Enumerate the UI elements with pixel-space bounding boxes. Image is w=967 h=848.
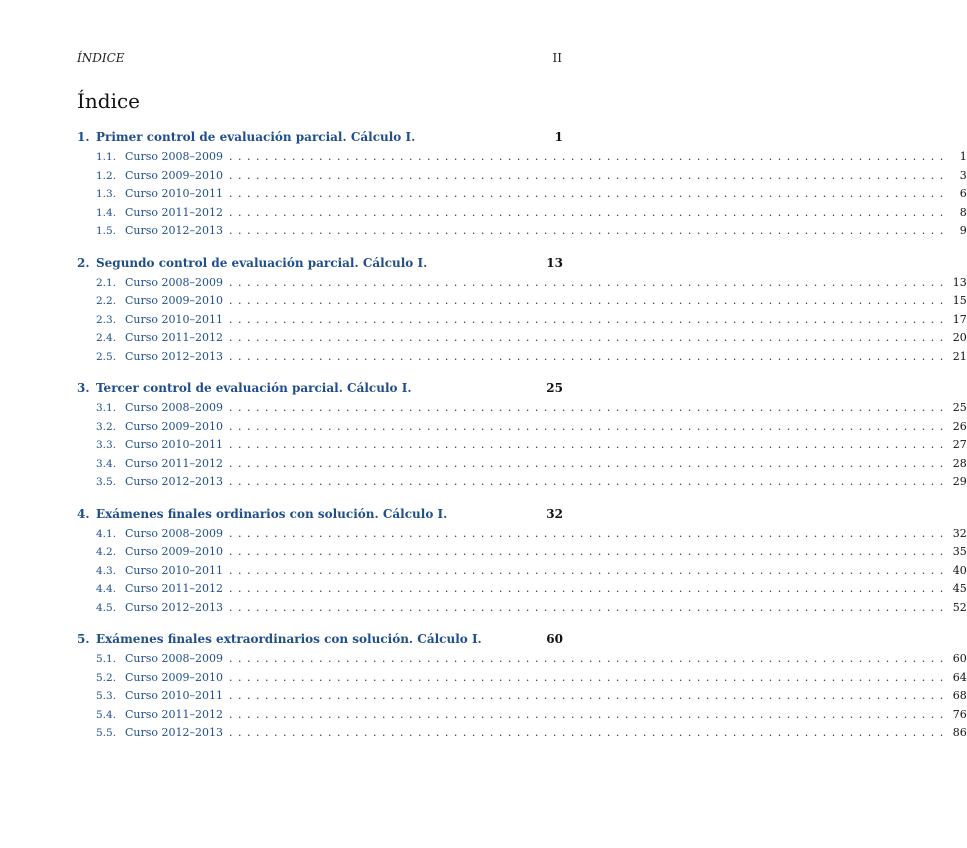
section-title: Curso 2011–2012	[125, 205, 224, 219]
section-title: Curso 2011–2012	[125, 582, 224, 595]
dot-leader: ................................................................................	[229, 652, 949, 665]
section-number: 3.4.	[96, 457, 117, 470]
dot-leader: ................................................................................	[229, 545, 949, 558]
section-title: Curso 2009–2010	[125, 168, 224, 182]
toc-section-link[interactable]	[77, 331, 967, 350]
page-title: Índice	[77, 89, 141, 113]
toc-section-link[interactable]	[77, 726, 967, 745]
chapter-page: 13	[546, 255, 563, 270]
section-title: Curso 2008–2009	[125, 652, 224, 665]
chapter-number: 3.	[77, 381, 90, 395]
toc-chapter-link[interactable]	[77, 507, 563, 524]
dot-leader: ................................................................................	[229, 456, 949, 470]
section-number: 2.5.	[96, 350, 117, 363]
toc-section-link[interactable]	[77, 545, 967, 564]
toc-section-link[interactable]	[77, 456, 967, 476]
section-number: 3.1.	[96, 402, 117, 414]
table-of-contents	[77, 130, 967, 758]
section-number: 3.3.	[96, 439, 117, 451]
section-title: Curso 2010–2011	[125, 689, 224, 702]
dot-leader: ................................................................................	[229, 168, 949, 182]
section-page: 29	[952, 475, 967, 488]
section-title: Curso 2012–2013	[125, 224, 224, 237]
toc-section-link[interactable]	[77, 205, 967, 225]
section-title: Curso 2008–2009	[125, 275, 224, 289]
dot-leader: ................................................................................	[229, 224, 949, 237]
section-page: 52	[952, 600, 967, 614]
section-number: 2.4.	[96, 332, 117, 344]
section-title: Curso 2012–2013	[125, 600, 224, 614]
section-page: 21	[952, 349, 967, 363]
section-page: 32	[952, 526, 967, 540]
running-header-page-number: II	[552, 51, 562, 65]
section-page: 25	[952, 401, 967, 414]
section-page: 17	[952, 312, 967, 326]
section-title: Curso 2011–2012	[125, 456, 224, 470]
chapter-title: Exámenes finales extraordinarios con solución. Cálculo I.	[96, 632, 482, 646]
section-number: 5.3.	[96, 690, 117, 702]
section-page: 35	[952, 545, 967, 558]
section-page: 20	[952, 331, 967, 344]
section-title: Curso 2010–2011	[125, 563, 224, 577]
dot-leader: ................................................................................	[229, 707, 949, 721]
section-number: 4.2.	[96, 546, 117, 558]
section-page: 76	[952, 707, 967, 721]
toc-section-link[interactable]	[77, 349, 967, 369]
dot-leader: ................................................................................	[229, 438, 949, 451]
dot-leader: ................................................................................	[229, 526, 949, 540]
section-number: 5.5.	[96, 727, 117, 739]
section-number: 3.2.	[96, 420, 117, 433]
section-number: 2.3.	[96, 313, 117, 326]
toc-section-link[interactable]	[77, 707, 967, 727]
dot-leader: ................................................................................	[229, 689, 949, 702]
chapter-page: 60	[546, 632, 563, 646]
section-number: 5.1.	[96, 653, 117, 665]
section-title: Curso 2008–2009	[125, 401, 224, 414]
section-number: 4.1.	[96, 527, 117, 540]
dot-leader: ................................................................................	[229, 563, 949, 577]
section-number: 1.5.	[96, 225, 117, 237]
section-title: Curso 2009–2010	[125, 294, 224, 307]
dot-leader: ................................................................................	[229, 331, 949, 344]
section-number: 5.2.	[96, 671, 117, 684]
toc-chapter-1	[77, 130, 967, 243]
running-header-left: ÍNDICE	[77, 51, 125, 65]
chapter-page: 25	[546, 381, 563, 395]
section-title: Curso 2011–2012	[125, 707, 224, 721]
dot-leader: ................................................................................	[229, 312, 949, 326]
toc-section-link[interactable]	[77, 312, 967, 332]
section-page: 15	[952, 294, 967, 307]
dot-leader: ................................................................................	[229, 670, 949, 684]
section-number: 1.4.	[96, 206, 117, 219]
section-page: 13	[952, 275, 967, 289]
chapter-number: 2.	[77, 255, 90, 270]
toc-section-link[interactable]	[77, 438, 967, 457]
toc-section-link[interactable]	[77, 670, 967, 690]
dot-leader: ................................................................................	[229, 419, 949, 433]
chapter-title: Exámenes finales ordinarios con solución. Cálculo I.	[96, 506, 448, 521]
toc-section-link[interactable]	[77, 275, 967, 295]
section-title: Curso 2009–2010	[125, 545, 224, 558]
chapter-page: 1	[554, 130, 563, 144]
section-number: 1.1.	[96, 151, 117, 163]
dot-leader: ................................................................................	[229, 401, 949, 414]
section-number: 2.2.	[96, 295, 117, 307]
section-title: Curso 2011–2012	[125, 331, 224, 344]
section-page: 27	[952, 438, 967, 451]
section-page: 40	[952, 563, 967, 577]
dot-leader: ................................................................................	[229, 726, 949, 739]
section-page: 3	[959, 168, 967, 182]
dot-leader: ................................................................................	[229, 294, 949, 307]
chapter-title: Primer control de evaluación parcial. Cálculo I.	[96, 130, 416, 144]
toc-section-link[interactable]	[77, 689, 967, 708]
section-page: 64	[952, 670, 967, 684]
dot-leader: ................................................................................	[229, 475, 949, 488]
section-page: 1	[959, 150, 967, 163]
section-title: Curso 2010–2011	[125, 187, 224, 200]
toc-chapter-link[interactable]	[77, 256, 563, 273]
toc-chapter-5	[77, 632, 967, 745]
section-page: 68	[952, 689, 967, 702]
section-title: Curso 2010–2011	[125, 438, 224, 451]
running-header	[77, 51, 562, 65]
toc-section-link[interactable]	[77, 526, 967, 546]
dot-leader: ................................................................................	[229, 150, 949, 163]
section-page: 26	[952, 419, 967, 433]
section-page: 60	[952, 652, 967, 665]
toc-section-link[interactable]	[77, 401, 967, 420]
section-title: Curso 2012–2013	[125, 349, 224, 363]
section-number: 3.5.	[96, 476, 117, 488]
section-number: 2.1.	[96, 276, 117, 289]
toc-section-link[interactable]	[77, 652, 967, 671]
toc-section-link[interactable]	[77, 419, 967, 439]
section-page: 9	[959, 224, 967, 237]
toc-chapter-link[interactable]	[77, 381, 563, 398]
toc-chapter-link[interactable]	[77, 632, 563, 649]
dot-leader: ................................................................................	[229, 349, 949, 363]
section-page: 8	[959, 205, 967, 219]
toc-section-link[interactable]	[77, 224, 967, 243]
section-title: Curso 2009–2010	[125, 419, 224, 433]
dot-leader: ................................................................................	[229, 187, 949, 200]
section-page: 86	[952, 726, 967, 739]
dot-leader: ................................................................................	[229, 205, 949, 219]
section-title: Curso 2012–2013	[125, 726, 224, 739]
chapter-title: Tercer control de evaluación parcial. Cálculo I.	[96, 381, 412, 395]
section-title: Curso 2008–2009	[125, 150, 224, 163]
section-title: Curso 2010–2011	[125, 312, 224, 326]
toc-section-link[interactable]	[77, 150, 967, 169]
toc-chapter-link[interactable]	[77, 130, 563, 147]
section-title: Curso 2012–2013	[125, 475, 224, 488]
toc-section-link[interactable]	[77, 294, 967, 313]
section-page: 6	[959, 187, 967, 200]
chapter-title: Segundo control de evaluación parcial. Cálculo I.	[96, 255, 428, 270]
section-number: 4.5.	[96, 601, 117, 614]
section-number: 5.4.	[96, 708, 117, 721]
chapter-number: 1.	[77, 130, 90, 144]
dot-leader: ................................................................................	[229, 600, 949, 614]
toc-section-link[interactable]	[77, 168, 967, 188]
toc-section-link[interactable]	[77, 600, 967, 620]
section-page: 45	[952, 582, 967, 595]
dot-leader: ................................................................................	[229, 582, 949, 595]
section-number: 1.2.	[96, 169, 117, 182]
toc-section-link[interactable]	[77, 563, 967, 583]
toc-chapter-3	[77, 381, 967, 494]
toc-chapter-2	[77, 255, 967, 369]
section-page: 28	[952, 456, 967, 470]
chapter-number: 4.	[77, 506, 90, 521]
toc-section-link[interactable]	[77, 582, 967, 601]
section-title: Curso 2008–2009	[125, 526, 224, 540]
chapter-page: 32	[546, 506, 563, 521]
toc-chapter-4	[77, 506, 967, 620]
section-title: Curso 2009–2010	[125, 670, 224, 684]
toc-section-link[interactable]	[77, 187, 967, 206]
dot-leader: ................................................................................	[229, 275, 949, 289]
toc-section-link[interactable]	[77, 475, 967, 494]
chapter-number: 5.	[77, 632, 90, 646]
section-number: 1.3.	[96, 188, 117, 200]
section-number: 4.3.	[96, 564, 117, 577]
section-number: 4.4.	[96, 583, 117, 595]
